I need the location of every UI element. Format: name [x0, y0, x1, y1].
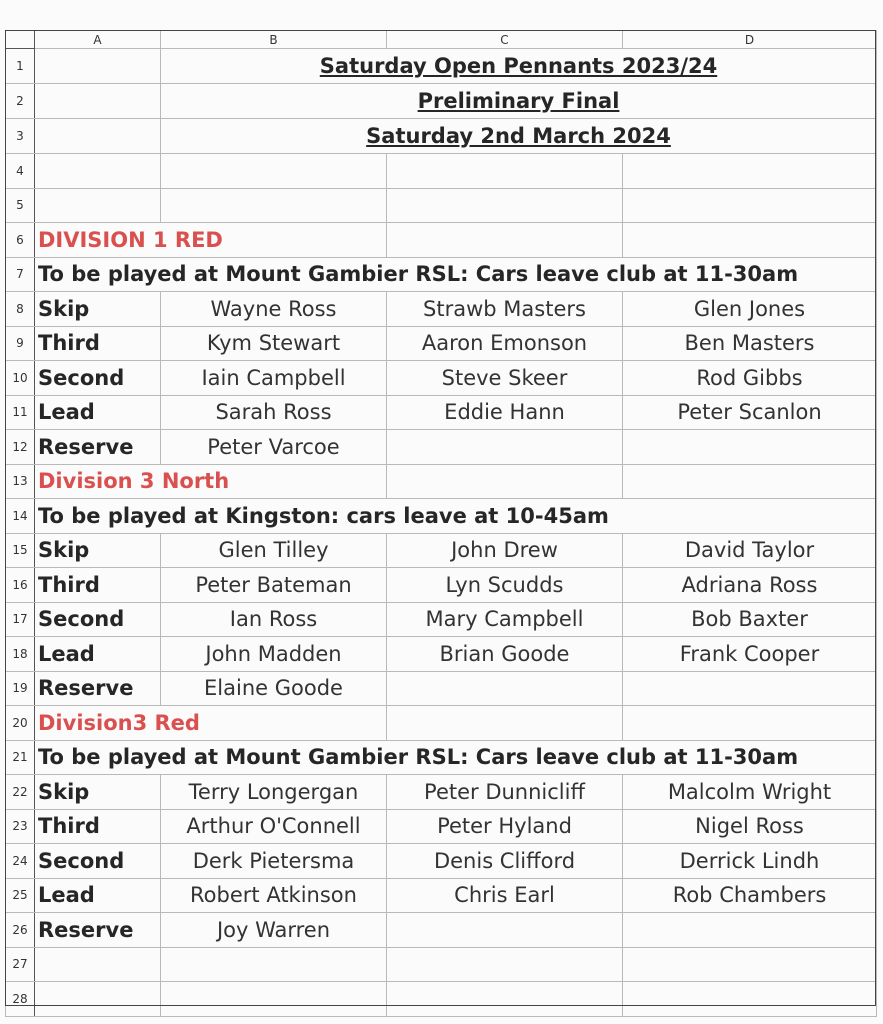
team-row	[6, 878, 877, 913]
division-heading[interactable]: Division 3 North	[35, 464, 387, 499]
team-row	[6, 775, 877, 810]
empty-cell[interactable]	[387, 188, 623, 223]
player-name-cell[interactable]	[387, 913, 623, 948]
position-label[interactable]: Reserve	[35, 913, 161, 948]
player-name-cell[interactable]	[387, 430, 623, 465]
player-name-cell[interactable]: Peter Hyland	[387, 809, 623, 844]
player-name-cell[interactable]: Robert Atkinson	[161, 878, 387, 913]
row-number[interactable]: 23	[6, 809, 35, 844]
player-name-cell[interactable]: Elaine Goode	[161, 671, 387, 706]
sheet-row	[6, 84, 877, 119]
empty-cell[interactable]	[35, 982, 161, 1017]
empty-cell[interactable]	[35, 154, 161, 189]
player-name-cell[interactable]: Frank Cooper	[623, 637, 877, 672]
venue-note[interactable]: To be played at Mount Gambier RSL: Cars leave club at 11-30am	[35, 257, 877, 292]
team-row	[6, 602, 877, 637]
position-label[interactable]: Second	[35, 844, 161, 879]
player-name-cell[interactable]: Wayne Ross	[161, 292, 387, 327]
empty-cell[interactable]	[387, 223, 623, 258]
position-label[interactable]: Second	[35, 361, 161, 396]
position-label[interactable]: Skip	[35, 775, 161, 810]
player-name-cell[interactable]: Iain Campbell	[161, 361, 387, 396]
team-row	[6, 533, 877, 568]
row-number[interactable]: 2	[6, 84, 35, 119]
player-name-cell[interactable]: Ian Ross	[161, 602, 387, 637]
player-name-cell[interactable]: Sarah Ross	[161, 395, 387, 430]
player-name-cell[interactable]: Nigel Ross	[623, 809, 877, 844]
division-heading[interactable]: Division3 Red	[35, 706, 387, 741]
player-name-cell[interactable]: Peter Scanlon	[623, 395, 877, 430]
team-row	[6, 361, 877, 396]
row-number[interactable]: 5	[6, 188, 35, 223]
empty-cell[interactable]	[387, 982, 623, 1017]
row-number[interactable]: 14	[6, 499, 35, 534]
sheet-row	[6, 223, 877, 258]
position-label[interactable]: Lead	[35, 878, 161, 913]
spreadsheet	[5, 30, 877, 1017]
position-label[interactable]: Skip	[35, 292, 161, 327]
empty-cell[interactable]	[161, 982, 387, 1017]
team-row	[6, 395, 877, 430]
position-label[interactable]: Third	[35, 326, 161, 361]
player-name-cell[interactable]: Brian Goode	[387, 637, 623, 672]
venue-note[interactable]: To be played at Kingston: cars leave at 10-45am	[35, 499, 877, 534]
row-number[interactable]: 8	[6, 292, 35, 327]
sheet-row	[6, 188, 877, 223]
player-name-cell[interactable]: Derrick Lindh	[623, 844, 877, 879]
sheet-row	[6, 706, 877, 741]
player-name-cell[interactable]: Bob Baxter	[623, 602, 877, 637]
row-number[interactable]: 26	[6, 913, 35, 948]
player-name-cell[interactable]: Ben Masters	[623, 326, 877, 361]
row-number[interactable]: 21	[6, 740, 35, 775]
row-number[interactable]: 11	[6, 395, 35, 430]
empty-cell[interactable]	[387, 947, 623, 982]
row-number[interactable]: 18	[6, 637, 35, 672]
player-name-cell[interactable]: Steve Skeer	[387, 361, 623, 396]
player-name-cell[interactable]: Eddie Hann	[387, 395, 623, 430]
row-number[interactable]: 24	[6, 844, 35, 879]
player-name-cell[interactable]: Aaron Emonson	[387, 326, 623, 361]
player-name-cell[interactable]: Joy Warren	[161, 913, 387, 948]
title-line-3[interactable]: Saturday 2nd March 2024	[161, 119, 877, 154]
team-row	[6, 568, 877, 603]
empty-cell[interactable]	[161, 188, 387, 223]
column-header-d[interactable]: D	[623, 31, 877, 49]
team-row	[6, 326, 877, 361]
player-name-cell[interactable]: Rob Chambers	[623, 878, 877, 913]
player-name-cell[interactable]: Arthur O'Connell	[161, 809, 387, 844]
row-number[interactable]: 17	[6, 602, 35, 637]
sheet-row	[6, 119, 877, 154]
row-number[interactable]: 19	[6, 671, 35, 706]
row-number[interactable]: 12	[6, 430, 35, 465]
empty-cell[interactable]	[623, 947, 877, 982]
player-name-cell[interactable]	[387, 671, 623, 706]
player-name-cell[interactable]: Mary Campbell	[387, 602, 623, 637]
row-number[interactable]: 15	[6, 533, 35, 568]
sheet-row	[6, 464, 877, 499]
title-line-2[interactable]: Preliminary Final	[161, 84, 877, 119]
sheet-row	[6, 947, 877, 982]
empty-cell[interactable]	[35, 84, 161, 119]
sheet-row	[6, 154, 877, 189]
column-header-a[interactable]: A	[35, 31, 161, 49]
row-number[interactable]: 1	[6, 49, 35, 84]
sheet-row	[6, 982, 877, 1017]
empty-cell[interactable]	[623, 188, 877, 223]
position-label[interactable]: Third	[35, 809, 161, 844]
team-row	[6, 671, 877, 706]
row-number[interactable]: 6	[6, 223, 35, 258]
team-row	[6, 913, 877, 948]
player-name-cell[interactable]: Denis Clifford	[387, 844, 623, 879]
sheet-row	[6, 257, 877, 292]
player-name-cell[interactable]: Lyn Scudds	[387, 568, 623, 603]
empty-cell[interactable]	[623, 706, 877, 741]
position-label[interactable]: Lead	[35, 395, 161, 430]
row-number[interactable]: 20	[6, 706, 35, 741]
player-name-cell[interactable]: Terry Longergan	[161, 775, 387, 810]
position-label[interactable]: Third	[35, 568, 161, 603]
player-name-cell[interactable]: David Taylor	[623, 533, 877, 568]
team-row	[6, 637, 877, 672]
empty-cell[interactable]	[35, 119, 161, 154]
row-number[interactable]: 22	[6, 775, 35, 810]
player-name-cell[interactable]: Adriana Ross	[623, 568, 877, 603]
empty-cell[interactable]	[35, 188, 161, 223]
player-name-cell[interactable]	[623, 430, 877, 465]
sheet-row	[6, 49, 877, 84]
player-name-cell[interactable]: John Madden	[161, 637, 387, 672]
position-label[interactable]: Lead	[35, 637, 161, 672]
position-label[interactable]: Skip	[35, 533, 161, 568]
player-name-cell[interactable]: Derk Pietersma	[161, 844, 387, 879]
player-name-cell[interactable]	[623, 671, 877, 706]
player-name-cell[interactable]: Chris Earl	[387, 878, 623, 913]
team-row	[6, 809, 877, 844]
empty-cell[interactable]	[387, 464, 623, 499]
player-name-cell[interactable]: Glen Tilley	[161, 533, 387, 568]
team-row	[6, 844, 877, 879]
empty-cell[interactable]	[35, 49, 161, 84]
player-name-cell[interactable]: Peter Varcoe	[161, 430, 387, 465]
player-name-cell[interactable]: Peter Bateman	[161, 568, 387, 603]
select-all-corner[interactable]	[6, 31, 35, 49]
sheet-row	[6, 499, 877, 534]
player-name-cell[interactable]: Kym Stewart	[161, 326, 387, 361]
empty-cell[interactable]	[623, 154, 877, 189]
column-header-row	[6, 31, 877, 49]
team-row	[6, 430, 877, 465]
row-number[interactable]: 28	[6, 982, 35, 1017]
position-label[interactable]: Reserve	[35, 671, 161, 706]
venue-note[interactable]: To be played at Mount Gambier RSL: Cars leave club at 11-30am	[35, 740, 877, 775]
position-label[interactable]: Reserve	[35, 430, 161, 465]
title-line-1[interactable]: Saturday Open Pennants 2023/24	[161, 49, 877, 84]
empty-cell[interactable]	[35, 947, 161, 982]
row-number[interactable]: 10	[6, 361, 35, 396]
player-name-cell[interactable]: Strawb Masters	[387, 292, 623, 327]
empty-cell[interactable]	[387, 706, 623, 741]
team-row	[6, 292, 877, 327]
player-name-cell[interactable]: Rod Gibbs	[623, 361, 877, 396]
sheet-row	[6, 740, 877, 775]
position-label[interactable]: Second	[35, 602, 161, 637]
player-name-cell[interactable]: Peter Dunnicliff	[387, 775, 623, 810]
player-name-cell[interactable]	[623, 913, 877, 948]
row-number[interactable]: 7	[6, 257, 35, 292]
empty-cell[interactable]	[161, 154, 387, 189]
row-number[interactable]: 25	[6, 878, 35, 913]
row-number[interactable]: 16	[6, 568, 35, 603]
empty-cell[interactable]	[623, 464, 877, 499]
row-number[interactable]: 9	[6, 326, 35, 361]
column-header-c[interactable]: C	[387, 31, 623, 49]
row-number[interactable]: 13	[6, 464, 35, 499]
player-name-cell[interactable]: John Drew	[387, 533, 623, 568]
empty-cell[interactable]	[387, 154, 623, 189]
row-number[interactable]: 3	[6, 119, 35, 154]
player-name-cell[interactable]: Glen Jones	[623, 292, 877, 327]
player-name-cell[interactable]: Malcolm Wright	[623, 775, 877, 810]
division-heading[interactable]: DIVISION 1 RED	[35, 223, 387, 258]
empty-cell[interactable]	[161, 947, 387, 982]
empty-cell[interactable]	[623, 982, 877, 1017]
empty-cell[interactable]	[623, 223, 877, 258]
column-header-b[interactable]: B	[161, 31, 387, 49]
row-number[interactable]: 4	[6, 154, 35, 189]
row-number[interactable]: 27	[6, 947, 35, 982]
